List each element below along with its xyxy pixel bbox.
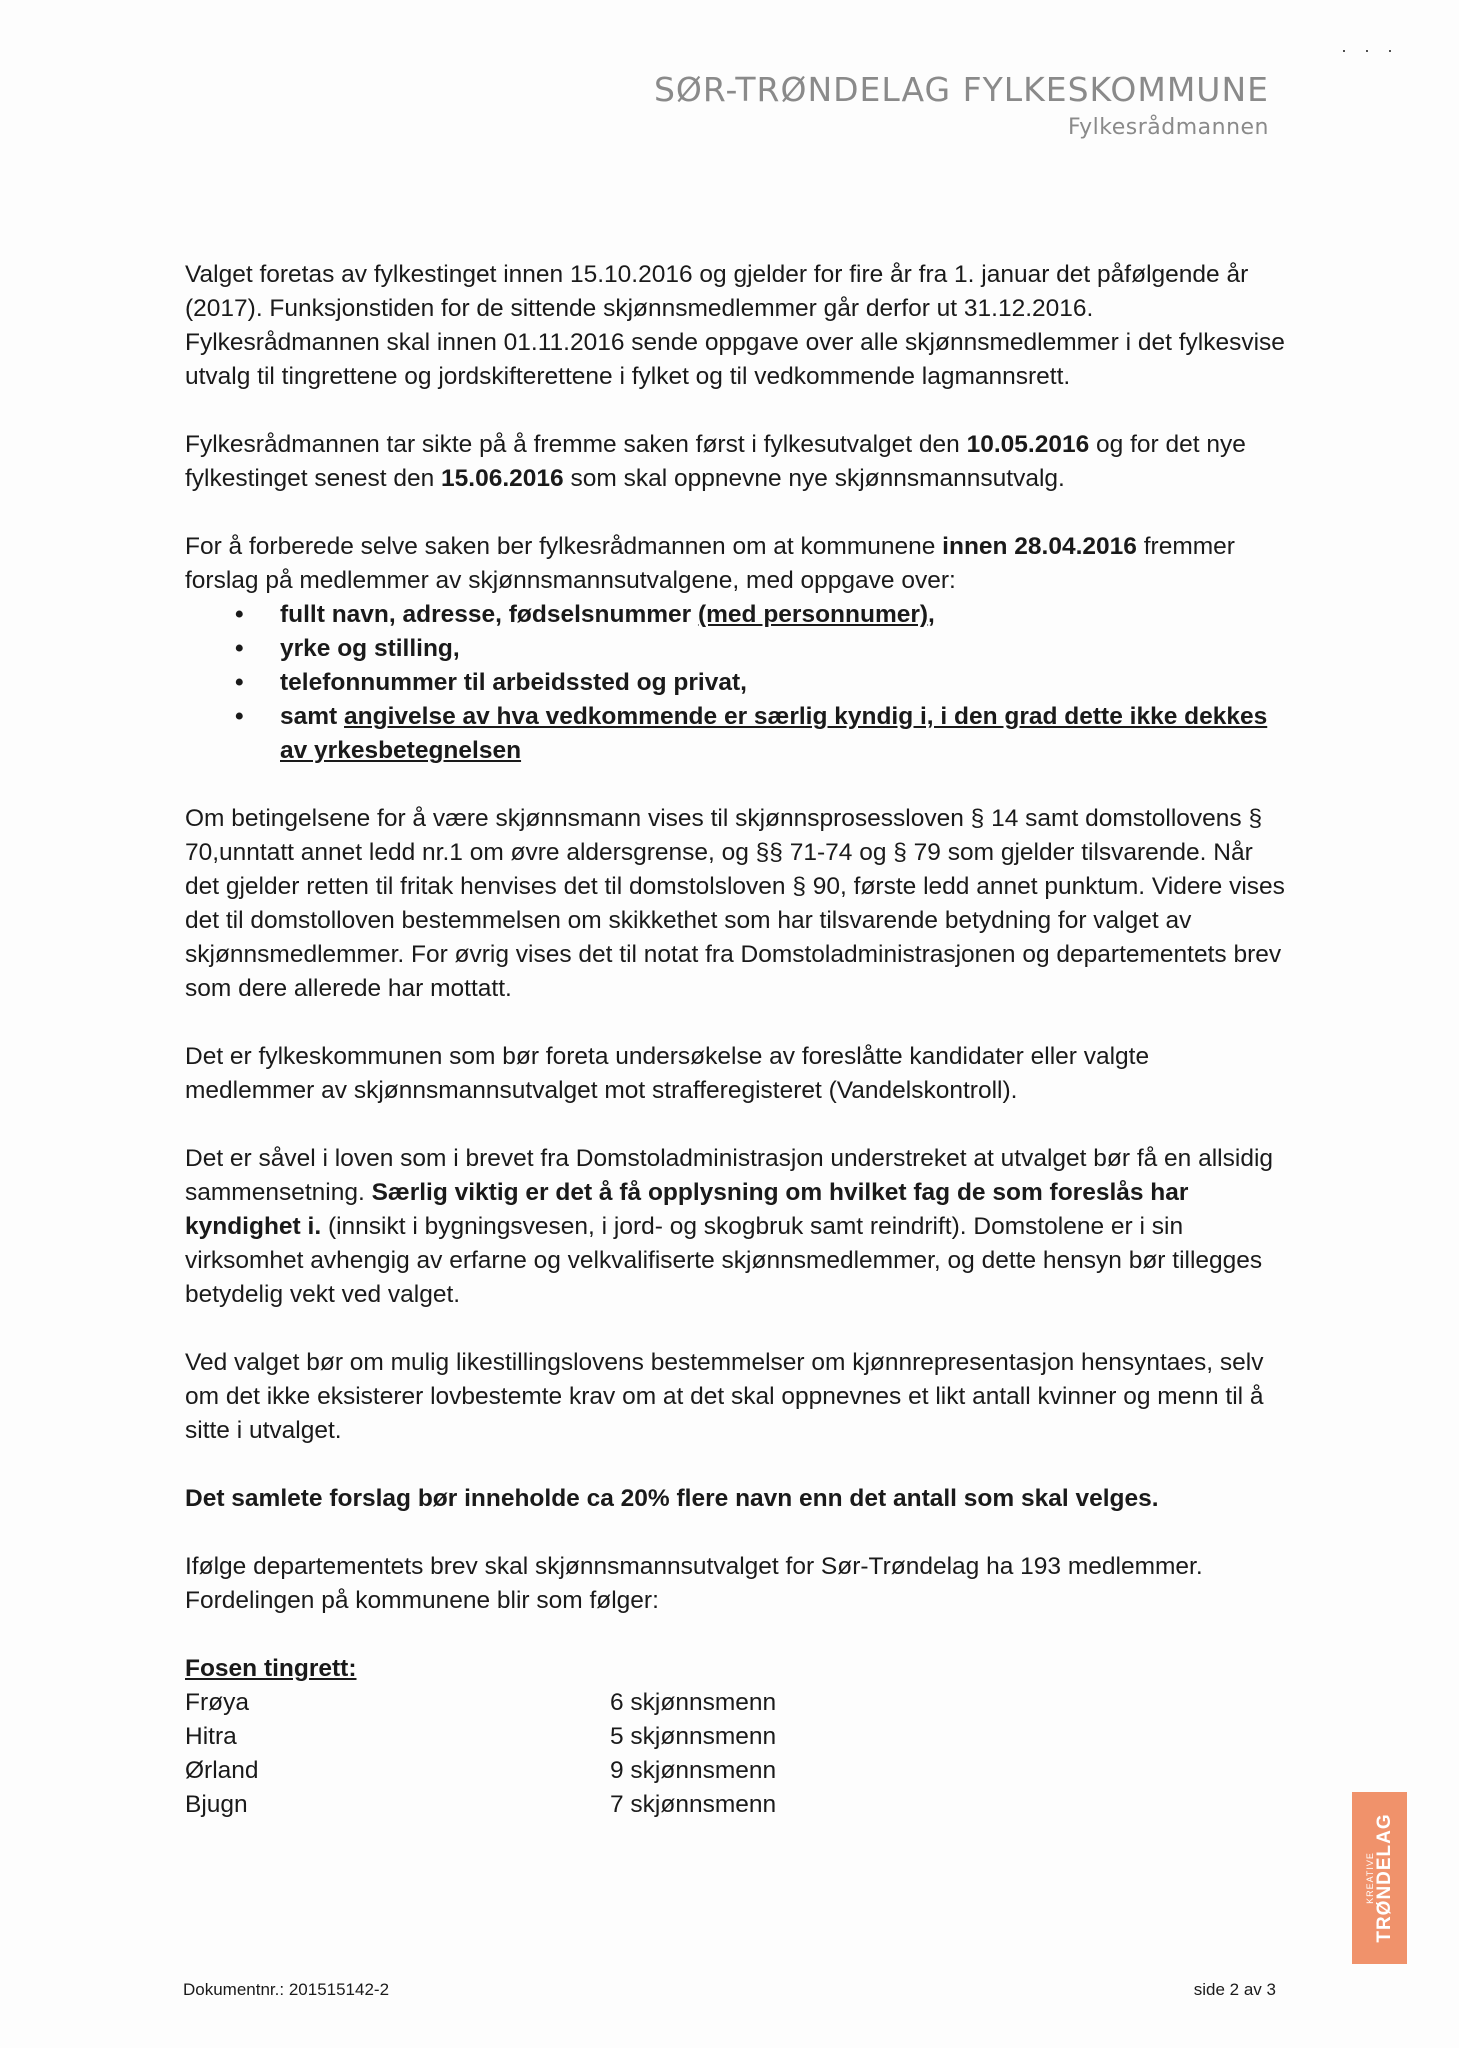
date-council: 15.06.2016	[441, 465, 564, 492]
kommune-name: Bjugn	[185, 1791, 248, 1818]
text: Det er såvel i loven som i brevet fra Domstoladministrasjon understreket at utvalget bør få en allsidig sammensetning.	[185, 1145, 1274, 1206]
table-row	[185, 1754, 776, 1788]
text: fullt navn, adresse, fødselsnummer	[280, 601, 698, 628]
table-row	[185, 1686, 776, 1720]
document-number: Dokumentnr.: 201515142-2	[183, 1980, 390, 1999]
kommune-name: Ørland	[185, 1757, 259, 1784]
corner-marks: · · ·	[1341, 40, 1399, 60]
letterhead	[654, 70, 1269, 140]
paragraph-gender-balance: Ved valget bør om mulig likestillingslovens bestemmelser om kjønnrepresentasjon hensyntaes, selv om det ikke eksisterer lovbestemte krav om at det skal oppnevnes et likt antall kvinner og menn til å sitte i utvalget.	[185, 1349, 1264, 1444]
requirement-item: • telefonnummer til arbeidssted og privat,	[185, 666, 1285, 700]
court-title: Fosen tingrett:	[185, 1655, 357, 1682]
organization-name: SØR-TRØNDELAG FYLKESKOMMUNE	[653, 70, 1269, 109]
brand-badge	[1352, 1792, 1407, 1964]
requirement-item	[185, 700, 1285, 768]
member-count: 5 skjønnsmenn	[610, 1723, 777, 1750]
text: som skal oppnevne nye skjønnsmannsutvalg.	[563, 465, 1065, 492]
badge-big-text: TRØNDELAG	[1373, 1813, 1395, 1943]
paragraph-background-check: Det er fylkeskommunen som bør foreta undersøkelse av foreslåtte kandidater eller valgte medlemmer av skjønnsmannsutvalget mot strafferegisteret (Vandelskontroll).	[185, 1043, 1150, 1104]
page-number: side 2 av 3	[1193, 1980, 1276, 1999]
text: samt	[280, 703, 345, 730]
table-row	[185, 1720, 776, 1754]
text: (med personnumer)	[697, 601, 929, 628]
paragraph-schedule	[185, 428, 1285, 496]
text: Fylkesrådmannen tar sikte på å fremme saken først i fylkesutvalget den	[185, 431, 967, 458]
paragraph-distribution-intro: Ifølge departementets brev skal skjønnsmannsutvalget for Sør-Trøndelag ha 193 medlemmer. Fordelingen på kommunene blir som følger:	[185, 1553, 1203, 1614]
department-name: Fylkesrådmannen	[1068, 115, 1269, 140]
text: fremmer forslag på medlemmer av skjønnsmannsutvalgene, med oppgave over:	[185, 533, 1235, 594]
paragraph-election-timing: Valget foretas av fylkestinget innen 15.10.2016 og gjelder for fire år fra 1. januar det påfølgende år (2017). Funksjonstiden for de sittende skjønnsmedlemmer går derfor ut 31.12.2016. Fylkesrådmannen skal innen 01.11.2016 sende oppgave over alle skjønnsmedlemmer i det fylkesvise utvalg til tingrettene og jordskifterettene i fylket og til vedkommende lagmannsrett.	[185, 261, 1285, 390]
paragraph-conditions: Om betingelsene for å være skjønnsmann vises til skjønnsprosessloven § 14 samt domstollovens § 70,unntatt annet ledd nr.1 om øvre aldersgrense, og §§ 71-74 og § 79 som gjelder tilsvarende. Når det gjelder retten til fritak henvises det til domstolsloven § 90, første ledd annet punktum. Videre vises det til domstolloven bestemmelsen om skikkethet som har tilsvarende betydning for valget av skjønnsmedlemmer. For øvrig vises det til notat fra Domstoladministrasjonen og departementets brev som dere allerede har mottatt.	[185, 805, 1285, 1002]
text: Særlig viktig er det å få opplysning om hvilket fag de som foreslås har kyndighet i.	[185, 1179, 1189, 1240]
text: ,	[928, 601, 935, 628]
distribution-table	[185, 1686, 776, 1822]
paragraph-request	[185, 530, 1285, 598]
letter-body	[185, 258, 1285, 1822]
requirement-item: • yrke og stilling,	[185, 632, 1285, 666]
paragraph-proposal-size: Det samlete forslag bør inneholde ca 20% flere navn enn det antall som skal velges.	[185, 1485, 1159, 1512]
text: og for det nye fylkestinget senest den	[185, 431, 1246, 492]
deadline: innen 28.04.2016	[942, 533, 1137, 560]
badge-small-text: KREATIVE	[1364, 1852, 1375, 1904]
requirement-item	[185, 598, 1285, 632]
member-count: 6 skjønnsmenn	[610, 1689, 777, 1716]
text: (innsikt i bygningsvesen, i jord- og skogbruk samt reindrift). Domstolene er i sin virksomhet avhengig av erfarne og velkvalifiserte skjønnsmedlemmer, og dette hensyn bør tillegges betydelig vekt ved valget.	[185, 1213, 1263, 1308]
member-count: 7 skjønnsmenn	[610, 1791, 777, 1818]
text: angivelse av hva vedkommende er særlig kyndig i, i den grad dette ikke dekkes av yrkesbetegnelsen	[280, 703, 1268, 764]
text: For å forberede selve saken ber fylkesrådmannen om at kommunene	[185, 533, 943, 560]
kommune-name: Frøya	[185, 1689, 249, 1716]
table-row	[185, 1788, 776, 1822]
member-count: 9 skjønnsmenn	[610, 1757, 777, 1784]
kommune-name: Hitra	[185, 1723, 237, 1750]
paragraph-composition	[185, 1142, 1285, 1312]
requirements-list	[185, 598, 1285, 768]
date-committee: 10.05.2016	[966, 431, 1090, 458]
